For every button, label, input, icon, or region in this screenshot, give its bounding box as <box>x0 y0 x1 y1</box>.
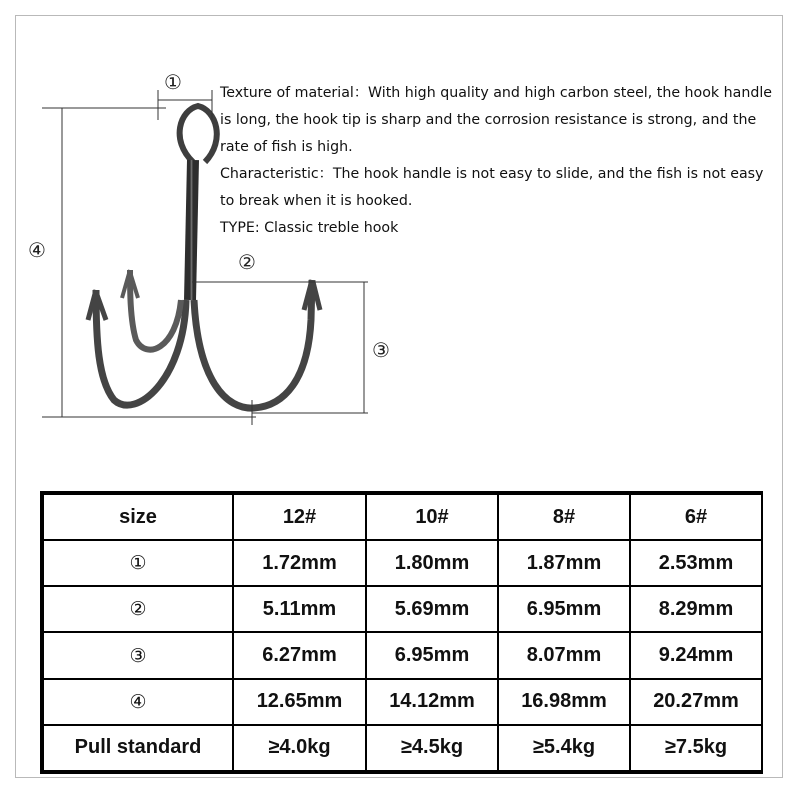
table-row <box>43 540 762 586</box>
texture-text: Texture of material：With high quality and high carbon steel, the hook handle is long, the hook tip is sharp and the corrosion resistance is strong, and the rate of fish is high. <box>220 85 772 155</box>
table-row <box>43 632 762 678</box>
table-header-row <box>43 494 762 540</box>
table-cell: 12.65mm <box>233 679 366 725</box>
table-cell: 1.87mm <box>498 540 630 586</box>
row-label: ② <box>43 586 233 632</box>
table-cell: 20.27mm <box>630 679 762 725</box>
row-label: ④ <box>43 679 233 725</box>
table-cell: 1.72mm <box>233 540 366 586</box>
table-cell: 2.53mm <box>630 540 762 586</box>
table-cell: 6.95mm <box>498 586 630 632</box>
hook-shank <box>190 160 193 300</box>
table-cell: ≥4.5kg <box>366 725 498 771</box>
characteristic-text: Characteristic：The hook handle is not easy to slide, and the fish is not easy to break when it is hooked. <box>220 166 764 209</box>
table-cell: 16.98mm <box>498 679 630 725</box>
marker-4: ④ <box>28 238 46 262</box>
table-cell: 5.11mm <box>233 586 366 632</box>
type-text: TYPE: Classic treble hook <box>220 220 399 236</box>
marker-2: ② <box>238 250 256 274</box>
table-cell: 6.27mm <box>233 632 366 678</box>
table-cell: ≥4.0kg <box>233 725 366 771</box>
hook-bend-rear <box>130 270 181 350</box>
header-cell: 8# <box>498 494 630 540</box>
row-label: ① <box>43 540 233 586</box>
row-label: Pull standard <box>43 725 233 771</box>
table-cell: 14.12mm <box>366 679 498 725</box>
marker-1: ① <box>164 70 182 94</box>
hook-eye <box>180 106 217 162</box>
table-cell: 5.69mm <box>366 586 498 632</box>
table-cell: 8.29mm <box>630 586 762 632</box>
header-cell: 10# <box>366 494 498 540</box>
table-cell: 6.95mm <box>366 632 498 678</box>
table-row <box>43 679 762 725</box>
table-row <box>43 586 762 632</box>
hook-bend-right <box>194 280 312 408</box>
header-cell: 6# <box>630 494 762 540</box>
table-cell: ≥5.4kg <box>498 725 630 771</box>
header-cell: size <box>43 494 233 540</box>
table-cell: 9.24mm <box>630 632 762 678</box>
table-cell: 8.07mm <box>498 632 630 678</box>
marker-3: ③ <box>372 338 390 362</box>
table-row <box>43 725 762 771</box>
size-spec-table <box>42 493 763 772</box>
table-cell: ≥7.5kg <box>630 725 762 771</box>
row-label: ③ <box>43 632 233 678</box>
product-description <box>220 80 780 242</box>
header-cell: 12# <box>233 494 366 540</box>
table-cell: 1.80mm <box>366 540 498 586</box>
